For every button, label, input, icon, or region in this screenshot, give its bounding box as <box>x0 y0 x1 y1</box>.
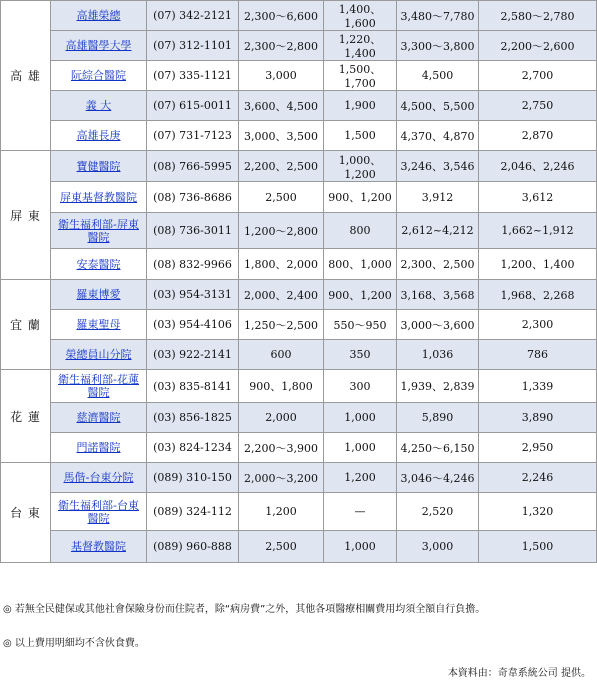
fee-cell: 3,168、3,568 <box>397 280 479 310</box>
hospital-link[interactable]: 衛生福利部-花蓮醫院 <box>58 373 139 399</box>
table-row <box>1 280 597 310</box>
fee-cell: 1,662~1,912 <box>479 213 597 249</box>
fee-cell: 2,870 <box>479 121 597 151</box>
fee-cell: 3,612 <box>479 182 597 213</box>
hospital-link[interactable]: 慈濟醫院 <box>76 411 121 424</box>
hospital-cell <box>51 310 147 340</box>
fee-cell: 2,300 <box>479 310 597 340</box>
fee-cell: 2,580～2,780 <box>479 1 597 31</box>
fee-cell: 3,480～7,780 <box>397 1 479 31</box>
hospital-cell <box>51 531 147 563</box>
fee-cell: 1,000 <box>324 433 397 463</box>
fee-cell: 2,750 <box>479 91 597 121</box>
hospital-cell <box>51 370 147 403</box>
hospital-cell <box>51 182 147 213</box>
table-row <box>1 403 597 433</box>
fee-cell: 2,200、2,500 <box>239 151 324 182</box>
fee-cell: 4,250～6,150 <box>397 433 479 463</box>
fee-cell: 2,000、2,400 <box>239 280 324 310</box>
fee-cell: 1,800、2,000 <box>239 249 324 280</box>
hospital-link[interactable]: 安泰醫院 <box>76 257 121 271</box>
fee-cell: 1,220、1,400 <box>324 31 397 61</box>
fee-cell: 2,500 <box>239 531 324 563</box>
hospital-cell <box>51 61 147 91</box>
fee-cell: 2,000 <box>239 403 324 433</box>
region-cell: 高 雄 <box>1 1 51 151</box>
fee-cell: 1,000 <box>324 403 397 433</box>
fee-cell: 2,200～2,600 <box>479 31 597 61</box>
fee-cell: 2,950 <box>479 433 597 463</box>
hospital-link[interactable]: 高雄醫學大學 <box>65 39 132 52</box>
fee-cell: 600 <box>239 340 324 370</box>
fee-cell: 800 <box>324 213 397 249</box>
hospital-link[interactable]: 基督教醫院 <box>71 540 126 553</box>
phone-cell: (089) 310-150 <box>147 463 239 493</box>
phone-cell: (03) 856-1825 <box>147 403 239 433</box>
table-row <box>1 310 597 340</box>
hospital-link[interactable]: 衛生福利部-台東醫院 <box>58 498 139 525</box>
phone-cell: (03) 954-4106 <box>147 310 239 340</box>
fee-cell: 1,400、1,600 <box>324 1 397 31</box>
fee-cell: 1,500 <box>324 121 397 151</box>
region-cell: 台 東 <box>1 463 51 563</box>
table-row <box>1 91 597 121</box>
fee-cell: 2,520 <box>397 493 479 531</box>
fee-cell: 3,246、3,546 <box>397 151 479 182</box>
table-row <box>1 249 597 280</box>
phone-cell: (07) 312-1101 <box>147 31 239 61</box>
fee-cell: 1,000、1,200 <box>324 151 397 182</box>
region-cell: 屏 東 <box>1 151 51 280</box>
region-cell: 花 蓮 <box>1 370 51 463</box>
table-row <box>1 121 597 151</box>
fee-cell: 3,890 <box>479 403 597 433</box>
fee-cell: 1,500 <box>479 531 597 563</box>
phone-cell: (089) 324-112 <box>147 493 239 531</box>
table-row <box>1 31 597 61</box>
phone-cell: (03) 824-1234 <box>147 433 239 463</box>
phone-cell: (089) 960-888 <box>147 531 239 563</box>
table-row <box>1 61 597 91</box>
phone-cell: (07) 615-0011 <box>147 91 239 121</box>
hospital-link[interactable]: 高雄榮總 <box>76 9 121 22</box>
fee-cell: 4,500、5,500 <box>397 91 479 121</box>
table-row <box>1 463 597 493</box>
fee-cell: 1,200 <box>239 493 324 531</box>
fee-cell: 1,000 <box>324 531 397 563</box>
table-row <box>1 151 597 182</box>
fee-cell: 3,600、4,500 <box>239 91 324 121</box>
fee-cell: 800、1,000 <box>324 249 397 280</box>
hospital-link[interactable]: 阮綜合醫院 <box>71 69 126 82</box>
hospital-link[interactable]: 羅東博愛 <box>76 288 121 301</box>
fee-cell: 2,300～2,800 <box>239 31 324 61</box>
hospital-cell <box>51 340 147 370</box>
fee-cell: 300 <box>324 370 397 403</box>
fee-cell: 1,200～2,800 <box>239 213 324 249</box>
hospital-link[interactable]: 羅東聖母 <box>76 318 121 331</box>
phone-cell: (08) 766-5995 <box>147 151 239 182</box>
phone-cell: (03) 835-8141 <box>147 370 239 403</box>
hospital-link[interactable]: 衛生福利部-屏東醫院 <box>58 217 139 244</box>
hospital-cell <box>51 433 147 463</box>
fee-cell: 1,968、2,268 <box>479 280 597 310</box>
fee-cell: 2,700 <box>479 61 597 91</box>
fee-cell: 2,300、2,500 <box>397 249 479 280</box>
phone-cell: (07) 731-7123 <box>147 121 239 151</box>
hospital-cell <box>51 1 147 31</box>
fee-cell: 4,370、4,870 <box>397 121 479 151</box>
hospital-link[interactable]: 寶健醫院 <box>76 159 121 173</box>
fee-cell: 3,046～4,246 <box>397 463 479 493</box>
fee-cell: 3,000 <box>397 531 479 563</box>
note-meals: ◎ 以上費用明細均不含伙食費。 <box>3 638 145 649</box>
fee-cell: 2,246 <box>479 463 597 493</box>
table-row <box>1 340 597 370</box>
hospital-cell <box>51 121 147 151</box>
phone-cell: (08) 736-3011 <box>147 213 239 249</box>
hospital-cell <box>51 91 147 121</box>
fee-cell: 3,300～3,800 <box>397 31 479 61</box>
hospital-cell <box>51 403 147 433</box>
fee-cell: 550～950 <box>324 310 397 340</box>
hospital-cell <box>51 151 147 182</box>
hospital-link[interactable]: 門諾醫院 <box>76 441 121 454</box>
fee-cell: 2,000～3,200 <box>239 463 324 493</box>
fee-cell: 1,320 <box>479 493 597 531</box>
table-row <box>1 531 597 563</box>
fee-cell: 2,200～3,900 <box>239 433 324 463</box>
hospital-link[interactable]: 馬偕-台東分院 <box>63 471 134 484</box>
table-row <box>1 182 597 213</box>
fee-cell: 2,612~4,212 <box>397 213 479 249</box>
hospital-link[interactable]: 榮總員山分院 <box>65 348 132 361</box>
fee-cell: 3,000～3,600 <box>397 310 479 340</box>
fee-cell: 900、1,200 <box>324 182 397 213</box>
fee-cell: 2,046、2,246 <box>479 151 597 182</box>
hospital-cell <box>51 249 147 280</box>
hospital-cell <box>51 213 147 249</box>
region-cell: 宜 蘭 <box>1 280 51 370</box>
fee-cell: 3,000、3,500 <box>239 121 324 151</box>
table-row <box>1 370 597 403</box>
phone-cell: (07) 335-1121 <box>147 61 239 91</box>
phone-cell: (03) 922-2141 <box>147 340 239 370</box>
fee-cell: 1,036 <box>397 340 479 370</box>
fee-cell: 2,300～6,600 <box>239 1 324 31</box>
fee-cell: 900、1,800 <box>239 370 324 403</box>
hospital-link[interactable]: 義 大 <box>85 99 112 112</box>
fee-cell: — <box>324 493 397 531</box>
phone-cell: (08) 736-8686 <box>147 182 239 213</box>
fee-cell: 1,200 <box>324 463 397 493</box>
fee-cell: 786 <box>479 340 597 370</box>
phone-cell: (08) 832-9966 <box>147 249 239 280</box>
fee-cell: 900、1,200 <box>324 280 397 310</box>
hospital-link[interactable]: 高雄長庚 <box>76 129 121 142</box>
fee-cell: 4,500 <box>397 61 479 91</box>
hospital-cell <box>51 493 147 531</box>
hospital-cell <box>51 31 147 61</box>
table-row <box>1 493 597 531</box>
fee-cell: 1,900 <box>324 91 397 121</box>
fee-cell: 1,200、1,400 <box>479 249 597 280</box>
fee-cell: 1,250～2,500 <box>239 310 324 340</box>
hospital-link[interactable]: 屏東基督教醫院 <box>60 190 137 204</box>
fee-cell: 5,890 <box>397 403 479 433</box>
fee-cell: 1,339 <box>479 370 597 403</box>
fee-cell: 2,500 <box>239 182 324 213</box>
source-credit: 本資料由：奇韋系統公司 提供。 <box>447 668 591 679</box>
fee-cell: 3,912 <box>397 182 479 213</box>
phone-cell: (07) 342-2121 <box>147 1 239 31</box>
hospital-cell <box>51 280 147 310</box>
table-body <box>1 1 597 563</box>
table-row <box>1 213 597 249</box>
hospital-cell <box>51 463 147 493</box>
fee-cell: 1,939、2,839 <box>397 370 479 403</box>
fee-cell: 3,000 <box>239 61 324 91</box>
phone-cell: (03) 954-3131 <box>147 280 239 310</box>
note-uninsured: ◎ 若無全民健保或其他社會保險身份而住院者，除“病房費”之外，其他各項醫療相關費用均須全額自行負擔。 <box>3 604 486 615</box>
fee-cell: 350 <box>324 340 397 370</box>
fee-cell: 1,500、1,700 <box>324 61 397 91</box>
table-row <box>1 433 597 463</box>
table-row <box>1 1 597 31</box>
